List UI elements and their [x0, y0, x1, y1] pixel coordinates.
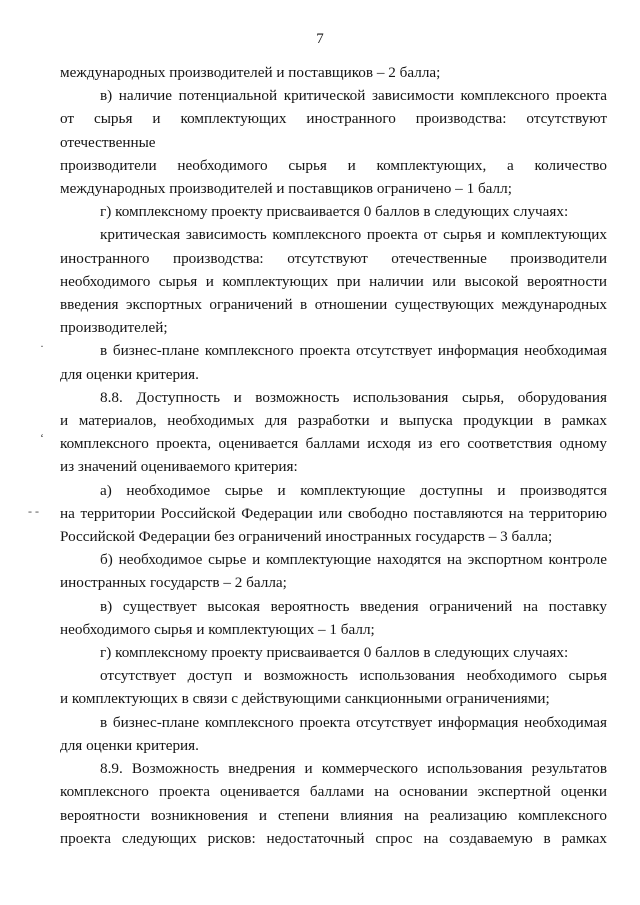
text-line: комплексного проекта оценивается баллами на основании экспертной оценки	[60, 783, 607, 801]
text-line: г) комплексному проекту присваивается 0 баллов в следующих случаях:	[100, 203, 569, 221]
text-line: 8.8. Доступность и возможность использования сырья, оборудования	[100, 388, 607, 406]
text-line: и комплектующих в связи с действующими санкционными ограничениями;	[60, 690, 550, 708]
text-line: для оценки критерия.	[60, 736, 199, 754]
text-line: введения экспортных ограничений в отношении существующих международных	[60, 296, 607, 314]
text-line: проекта следующих рисков: недостаточный спрос на создаваемую в рамках	[60, 829, 607, 847]
text-line: в) существует высокая вероятность введения ограничений на поставку	[100, 597, 607, 615]
text-line: вероятности возникновения и степени влияния на реализацию комплексного	[60, 806, 607, 824]
text-line: для оценки критерия.	[60, 365, 199, 383]
scan-speck: - -	[28, 504, 39, 518]
text-line: на территории Российской Федерации или свободно поставляются на территорию	[60, 504, 607, 522]
text-line: комплексного проекта, оценивается баллами исходя из его соответствия одному	[60, 435, 607, 453]
scan-speck: ·	[40, 339, 44, 353]
text-line: от сырья и комплектующих иностранного производства: отсутствуют отечественные	[60, 110, 607, 151]
text-line: международных производителей и поставщиков ограничено – 1 балл;	[60, 180, 512, 198]
text-line: 8.9. Возможность внедрения и коммерческого использования результатов	[100, 760, 607, 778]
text-line: необходимого сырья и комплектующих при наличии или высокой вероятности	[60, 272, 607, 290]
text-line: критическая зависимость комплексного проекта от сырья и комплектующих	[100, 226, 607, 244]
page-number: 7	[316, 31, 324, 47]
text-line: иностранных государств – 2 балла;	[60, 574, 287, 592]
text-line: в бизнес-плане комплексного проекта отсутствует информация необходимая	[100, 342, 607, 360]
text-line: производители необходимого сырья и комплектующих, а количество	[60, 156, 607, 174]
text-line: международных производителей и поставщиков – 2 балла;	[60, 64, 441, 81]
text-line: иностранного производства: отсутствуют отечественные производители	[60, 249, 607, 267]
scan-speck: ʻ	[40, 431, 44, 445]
text-line: в бизнес-плане комплексного проекта отсутствует информация необходимая	[100, 713, 607, 731]
text-line: в) наличие потенциальной критической зависимости комплексного проекта	[100, 87, 607, 105]
text-line: из значений оцениваемого критерия:	[60, 458, 298, 476]
text-line: г) комплексному проекту присваивается 0 баллов в следующих случаях:	[100, 644, 569, 662]
text-line: производителей;	[60, 319, 168, 337]
text-line: б) необходимое сырье и комплектующие находятся на экспортном контроле	[100, 551, 607, 569]
text-line: и материалов, необходимых для разработки и выпуска продукции в рамках	[60, 412, 607, 430]
document-body	[60, 61, 607, 850]
text-line: а) необходимое сырье и комплектующие доступны и производятся	[100, 481, 607, 499]
text-line: отсутствует доступ и возможность использования необходимого сырья	[100, 667, 607, 685]
text-line: Российской Федерации без ограничений иностранных государств – 3 балла;	[60, 528, 553, 546]
text-line: необходимого сырья и комплектующих – 1 балл;	[60, 620, 375, 638]
